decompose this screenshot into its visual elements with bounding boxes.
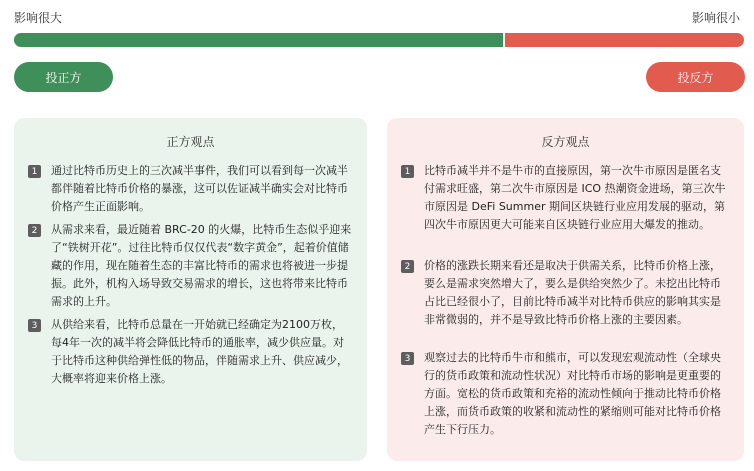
con-item-text: 比特币减半并不是牛市的直接原因，第一次牛市原因是匿名支付需求旺盛，第二次牛市原因是 ICO 热潮资金进场，第三次牛市原因是 DeFi Summer 期间区块链行业应用发展的驱动，第四次牛市原因更大可能来自区块链行业应用大爆发的推动。 [424,164,726,231]
con-item [401,257,730,329]
item-number-badge: 3 [28,319,41,332]
pro-item [28,316,353,388]
vote-pro-button[interactable]: 投正方 [14,62,113,92]
con-item-text: 观察过去的比特币牛市和熊市，可以发现宏观流动性（全球央行的货币政策和流动性状况）对比特币市场的影响是更重要的方面。宽松的货币政策和充裕的流动性倾向于推动比特币价格上涨，而货币政策的收紧和流动性的紧缩则可能对比特币价格产生下行压力。 [424,351,721,436]
item-number-badge: 2 [28,224,41,237]
con-item-text: 价格的涨跌长期来看还是取决于供需关系，比特币价格上涨，要么是需求突然增大了，要么是供给突然少了。未挖出比特币占比已经很小了，目前比特币减半对比特币供应的影响其实是非常微弱的，并不是导致比特币价格上涨的主要因素。 [424,259,721,326]
con-item [401,349,730,439]
con-panel-title: 反方观点 [541,135,590,149]
pro-item-text: 通过比特币历史上的三次减半事件，我们可以看到每一次减半都伴随着比特币价格的暴涨，这可以佐证减半确实会对比特币价格产生正面影响。 [51,164,348,213]
item-number-badge: 2 [401,260,414,273]
item-number-badge: 3 [401,352,414,365]
pro-panel [14,118,367,461]
con-panel [387,118,744,461]
scale-right-label: 影响很小 [691,11,740,25]
pro-item [28,162,353,216]
vote-con-button[interactable]: 投反方 [646,62,745,92]
vote-ratio-bar [14,33,744,47]
pro-panel-title: 正方观点 [166,135,215,149]
con-item [401,162,730,234]
item-number-badge: 1 [28,165,41,178]
pro-item [28,221,353,311]
pro-item-text: 从需求来看，最近随着 BRC-20 的火爆，比特币生态似乎迎来了“铁树开花”。过往比特币仅仅代表“数字黄金”，起着价值储藏的作用，现在随着生态的丰富比特币的需求也将被进一步提振。此外，机构入场导致交易需求的增长，这也将带来比特币需求的上升。 [51,223,352,308]
vote-ratio-con-segment [505,33,744,47]
item-number-badge: 1 [401,165,414,178]
scale-left-label: 影响很大 [14,11,63,25]
vote-ratio-pro-segment [14,33,503,47]
pro-item-text: 从供给来看，比特币总量在一开始就已经确定为2100万枚，每4年一次的减半将会降低比特币的通胀率，减少供应量。对于比特币这种供给弹性低的物品，伴随需求上升、供应减少，大概率将迎来价格上涨。 [51,318,348,385]
